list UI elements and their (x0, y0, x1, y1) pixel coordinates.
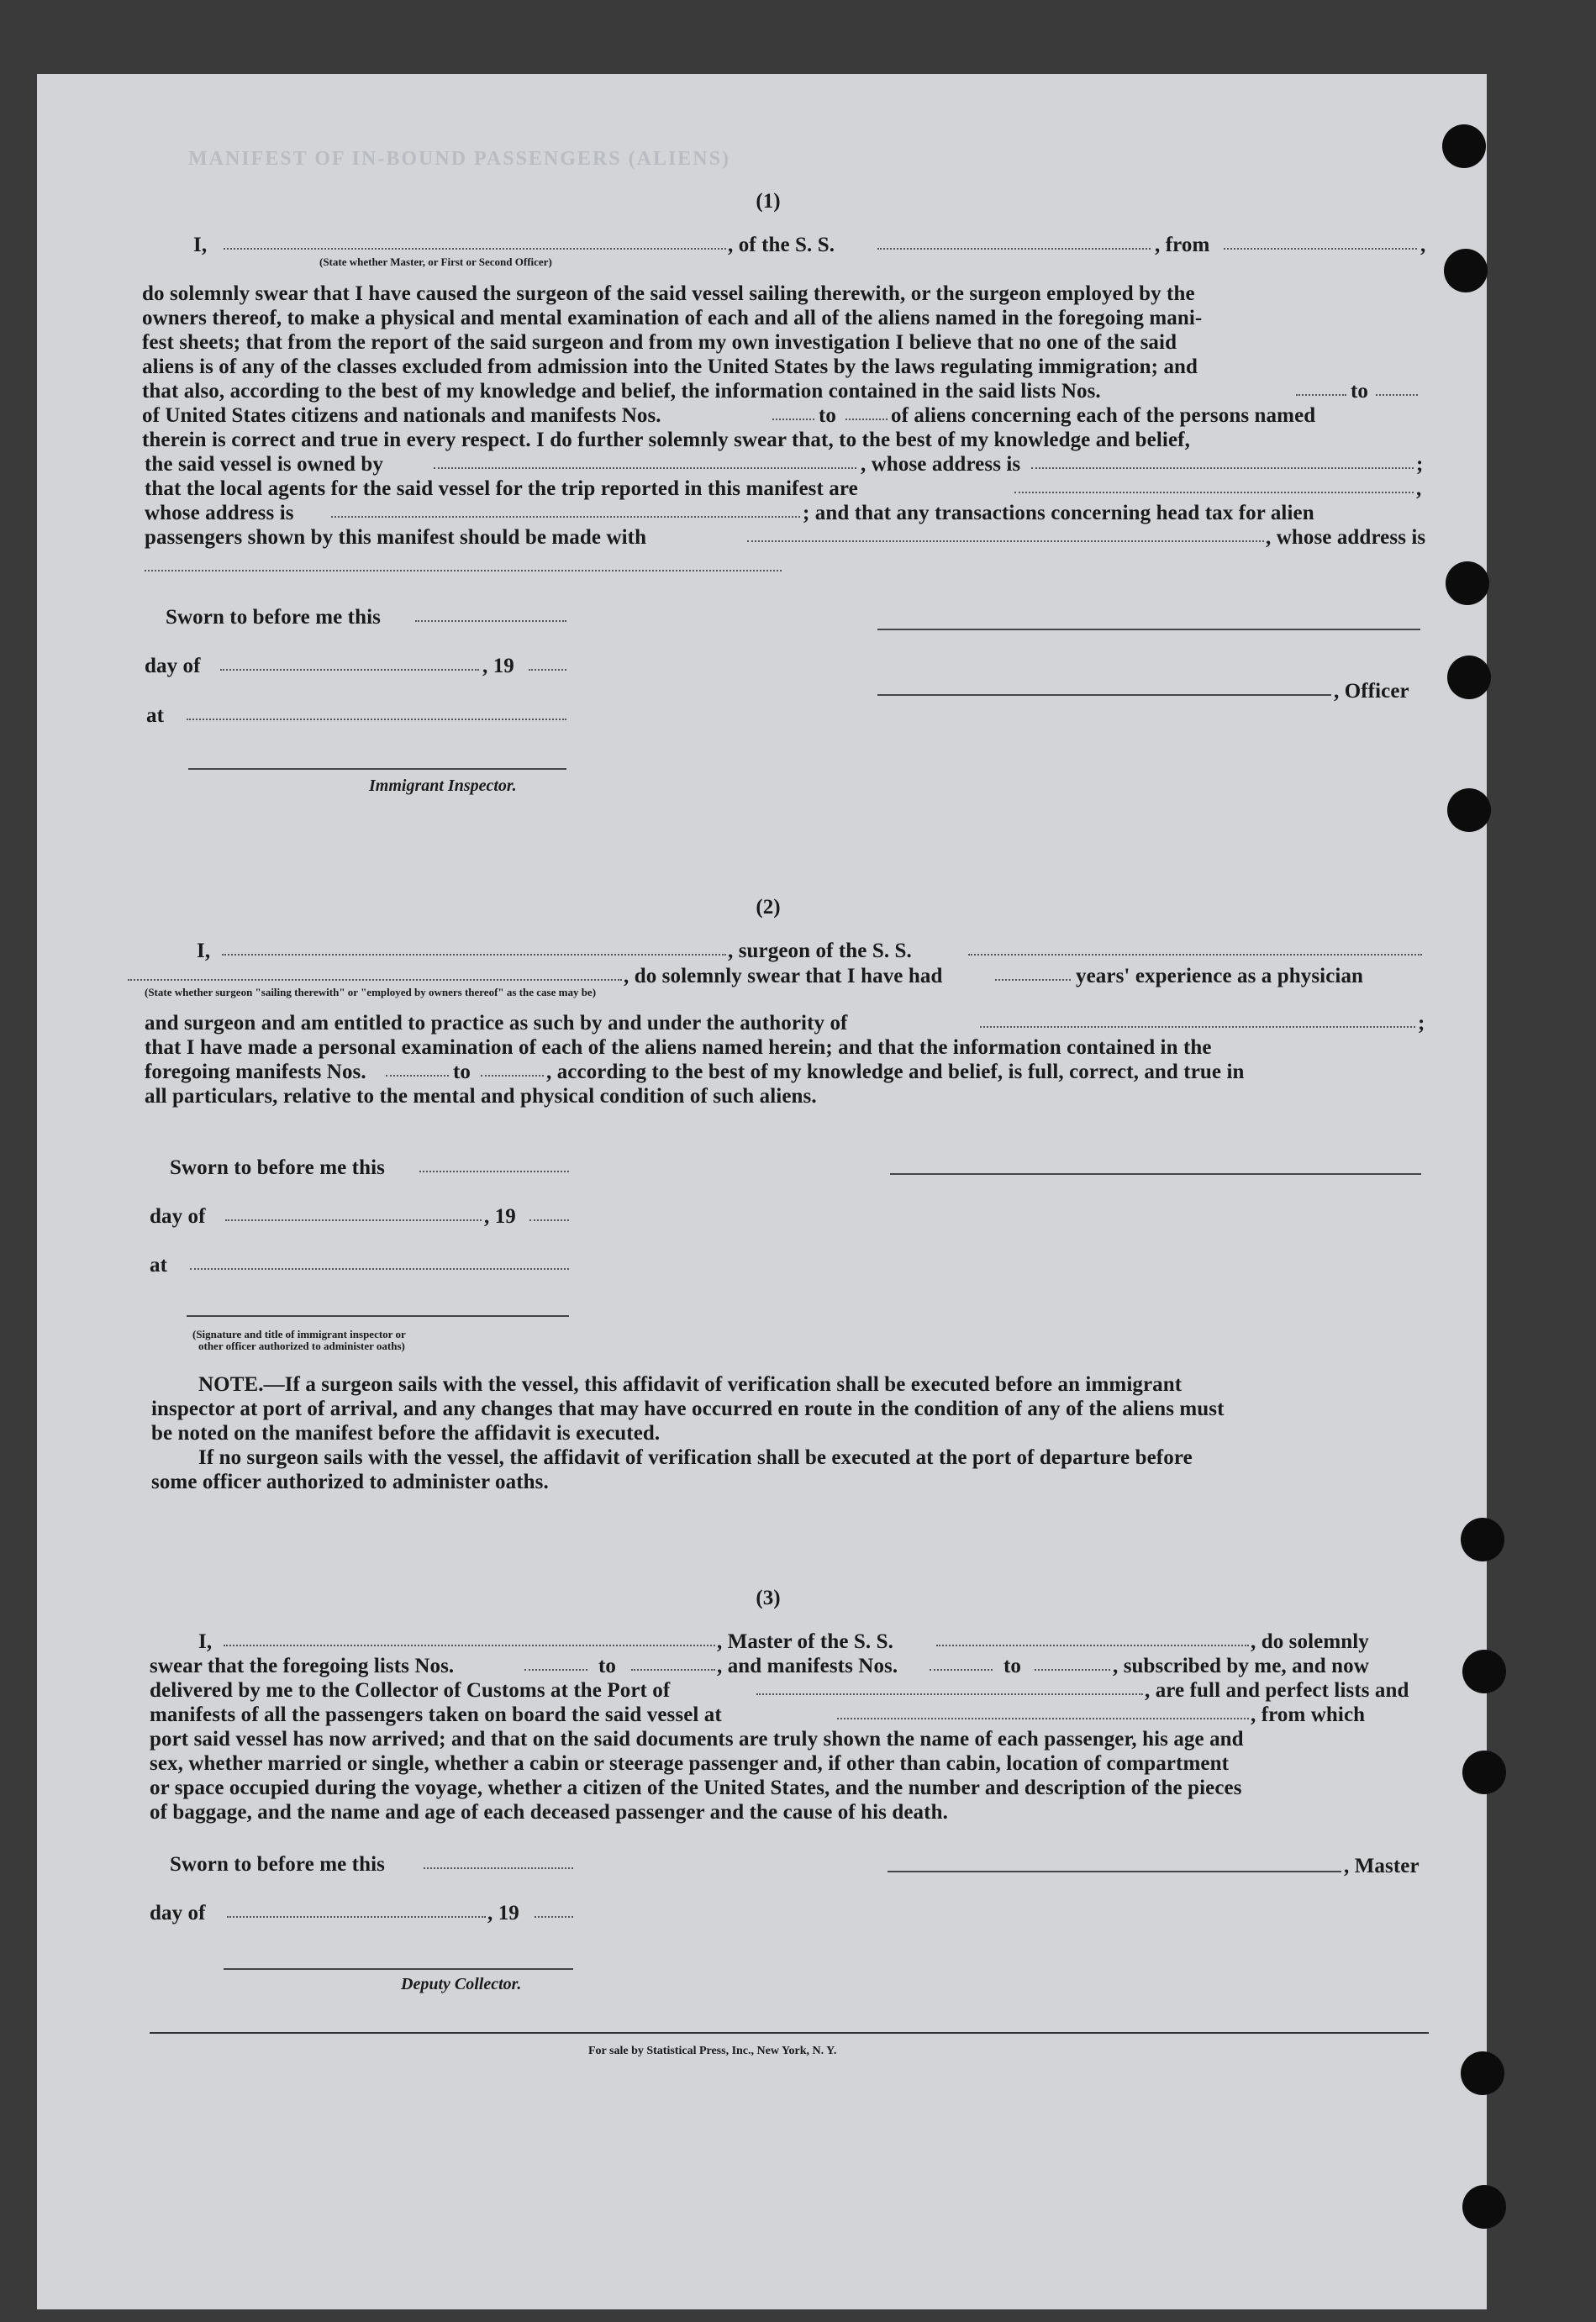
s2-sworn-date-field[interactable] (419, 1171, 569, 1172)
note-line-4: If no surgeon sails with the vessel, the affidavit of verification shall be executed at the port of departure before (198, 1446, 1193, 1469)
surgeon-capacity-note: (State whether surgeon "sailing therewith" or "employed by owners thereof" as the case may be) (145, 986, 597, 998)
master-label: , Master (1344, 1855, 1420, 1877)
s2-day-of-field[interactable] (225, 1219, 482, 1221)
section-1-number: (1) (756, 190, 781, 213)
owner-address-field[interactable] (1031, 467, 1414, 469)
note-line-5: some officer authorized to administer oaths. (151, 1471, 549, 1493)
printer-imprint: For sale by Statistical Press, Inc., New York, N. Y. (588, 2045, 837, 2057)
s3-manifests-to-field[interactable] (1035, 1669, 1110, 1671)
s2-inspector-signature-line[interactable] (187, 1315, 569, 1317)
officer-rank-note: (State whether Master, or First or Second Officer) (319, 255, 552, 268)
footer-rule (150, 2032, 1429, 2034)
section-2-number: (2) (756, 896, 781, 919)
s3-body-line-7: or space occupied during the voyage, whether a citizen of the United States, and the number and description of the pieces (150, 1777, 1242, 1799)
s3-lists-to-field[interactable] (631, 1669, 715, 1671)
port-of-arrival-field[interactable] (756, 1693, 1143, 1695)
s3-manifests-from-field[interactable] (930, 1669, 993, 1671)
punch-hole (1461, 2051, 1504, 2095)
s3-vessel-name-field[interactable] (936, 1645, 1249, 1646)
punch-hole (1444, 249, 1488, 292)
years-experience-field[interactable] (995, 979, 1071, 981)
s1-body-line-1: do solemnly swear that I have caused the surgeon of the said vessel sailing therewith, or the surgeon employed by the (142, 282, 1195, 305)
head-tax-address-field[interactable] (145, 570, 782, 571)
head-tax-party-field[interactable] (747, 540, 1264, 542)
vessel-owner-field[interactable] (434, 467, 856, 469)
s2-manifests-from-field[interactable] (386, 1075, 449, 1077)
s1-day-of-field[interactable] (220, 669, 479, 671)
s2-signature-line[interactable] (890, 1173, 1421, 1175)
s3-body-line-5: port said vessel has now arrived; and that on the said documents are truly shown the name of each passenger, his age and (150, 1728, 1244, 1751)
citizen-lists-from-field[interactable] (1296, 394, 1346, 396)
s1-body-line-4: aliens is of any of the classes excluded from admission into the United States by the laws regulating immigration; and (142, 355, 1198, 378)
manifests-to-field[interactable] (845, 419, 888, 420)
form-page: MANIFEST OF IN-BOUND PASSENGERS (ALIENS) (1) I, , of the S. S. , from , (State whether Master, or First or Second Officer) do solemnly swear that I have caused the surgeon of the said vessel sailing therewith, or the surgeon employed by the owners thereof, to make a physical and mental examination of each and all of the aliens named in the foregoing mani- fest sheets; that from the report of the said surgeon and from my own investigation I believe that no one of the said aliens is of any of the classes excluded from admission into the United States by the laws regulating immigration; and that also, according to the best of my knowledge and belief, the information contained in the said lists Nos. to of United States citizens and nationals and manifests Nos. to of aliens concerning each of the persons named therein is correct and true in every respect. I do further solemnly swear that, to the best of my knowledge and belief, the said vessel is owned by , whose address is ; that the local agents for the said vessel for the trip reported in this manifest are , whose address is ; and that any transactions concerning head tax for alien passengers shown by this manifest should be made with , whose address is Sworn to before me this day of , 19 , Officer at Immigrant Inspector. (2) I, , surgeon of the S. S. , do solemnly swear that I have had years' experience as a physician (State whether surgeon "sailing therewith" or "employed by owners thereof" as the case may be) and surgeon and am entitled to practice as such by and under the authority of ; that I have made a personal examination of each of the aliens named herein; and that the information contained in the foregoing manifests Nos. to , according to the best of my knowledge and belief, is full, correct, and true in all particulars, relative to the mental and physical condition of such aliens. Sworn to before me this day of , 19 at (Signature and title of immigrant inspector or other officer authorized to administer oaths) NOTE.—If a surgeon sails with the vessel, this affidavit of verification shall be executed before an immigrant inspector at port of arrival, and any changes that may have occurred en route in the condition of any of the aliens must be noted on the manifest before the affidavit is executed. If no surgeon sails with the vessel, the affidavit of verification shall be executed at the port of departure before some officer authorized to administer oaths. (3) I, , Master of the S. S. , do solemnly swear that the foregoing lists Nos. to , and manifests Nos. to , subscribed by me, and now delivered by me to the Collector of Customs at the Port of , are full and perfect lists and manifests of all the passengers taken on board the said vessel at , from which port said vessel has now arrived; and that on the said documents are truly shown the name of each passenger, his age and sex, whether married or single, whether a cabin or steerage passenger and, if other than cabin, location of compartment or space occupied during the voyage, whether a citizen of the United States, and the number and description of the pieces of baggage, and the name and age of each deceased passenger and the cause of his death. Sworn to before me this , Master day of , 19 Deputy Collector. For sale by Statistical Press, Inc., New York, N. Y. (37, 74, 1487, 2309)
punch-hole (1462, 1751, 1506, 1794)
port-of-embarkation-field[interactable] (837, 1718, 1249, 1719)
immigrant-inspector-label: Immigrant Inspector. (369, 777, 517, 795)
s1-at-field[interactable] (187, 719, 566, 720)
agents-address-field[interactable] (331, 516, 800, 518)
note-line-1: NOTE.—If a surgeon sails with the vessel, this affidavit of verification shall be executed before an immigrant (198, 1373, 1183, 1396)
signature-title-note-2: other officer authorized to administer oaths) (198, 1340, 405, 1352)
s1-signature-line[interactable] (877, 629, 1420, 630)
punch-hole (1446, 561, 1489, 605)
from-port-field[interactable] (1224, 248, 1417, 250)
officer-signature-line[interactable] (877, 694, 1331, 696)
s3-body-line-8: of baggage, and the name and age of each deceased passenger and the cause of his death. (150, 1801, 948, 1824)
s1-body-line-3: fest sheets; that from the report of the said surgeon and from my own investigation I believe that no one of the said (142, 331, 1177, 354)
surgeon-capacity-field[interactable] (128, 979, 622, 981)
local-agents-field[interactable] (1014, 492, 1414, 493)
officer-label: , Officer (1334, 680, 1409, 703)
citizen-lists-to-field[interactable] (1376, 394, 1418, 396)
deputy-collector-signature-line[interactable] (224, 1968, 573, 1970)
s1-year-field[interactable] (529, 669, 566, 671)
punch-hole (1462, 1650, 1506, 1693)
punch-hole (1447, 656, 1491, 699)
s3-day-of-field[interactable] (227, 1916, 486, 1918)
punch-hole (1461, 1518, 1504, 1561)
master-signature-line[interactable] (888, 1871, 1341, 1872)
s2-body-line-4: that I have made a personal examination of each of the aliens named herein; and that the information contained in the (145, 1036, 1212, 1059)
s2-at-field[interactable] (190, 1268, 569, 1270)
note-line-2: inspector at port of arrival, and any changes that may have occurred en route in the condition of any of the aliens must (151, 1398, 1225, 1420)
surgeon-name-field[interactable] (222, 954, 726, 956)
s2-vessel-name-field[interactable] (968, 954, 1422, 956)
s2-body-line-6: all particulars, relative to the mental and physical condition of such aliens. (145, 1085, 817, 1108)
inspector-signature-line[interactable] (188, 768, 566, 770)
s2-manifests-to-field[interactable] (481, 1075, 544, 1077)
bleed-through-heading: MANIFEST OF IN-BOUND PASSENGERS (ALIENS) (188, 148, 730, 170)
s3-lists-from-field[interactable] (524, 1669, 587, 1671)
master-name-field[interactable] (224, 1645, 715, 1646)
s1-body-line-2: owners thereof, to make a physical and mental examination of each and all of the aliens named in the foregoing mani- (142, 307, 1203, 329)
punch-hole (1462, 2185, 1506, 2229)
practice-authority-field[interactable] (980, 1026, 1415, 1028)
s2-year-field[interactable] (529, 1219, 569, 1221)
s3-sworn-date-field[interactable] (424, 1867, 573, 1869)
signature-title-note-1: (Signature and title of immigrant inspector or (192, 1328, 406, 1340)
s3-body-line-6: sex, whether married or single, whether a cabin or steerage passenger and, if other than cabin, location of compartment (150, 1752, 1230, 1775)
s1-body-line-7: therein is correct and true in every respect. I do further solemnly swear that, to the best of my knowledge and belief, (142, 429, 1190, 451)
punch-hole (1442, 124, 1486, 168)
s3-year-field[interactable] (535, 1916, 573, 1918)
note-line-3: be noted on the manifest before the affidavit is executed. (151, 1422, 661, 1445)
punch-hole (1447, 788, 1491, 832)
deputy-collector-label: Deputy Collector. (401, 1975, 522, 1993)
vessel-name-field[interactable] (877, 248, 1151, 250)
officer-name-field[interactable] (224, 248, 726, 250)
section-3-number: (3) (756, 1587, 781, 1609)
s1-sworn-date-field[interactable] (415, 620, 566, 622)
manifests-from-field[interactable] (772, 419, 814, 420)
